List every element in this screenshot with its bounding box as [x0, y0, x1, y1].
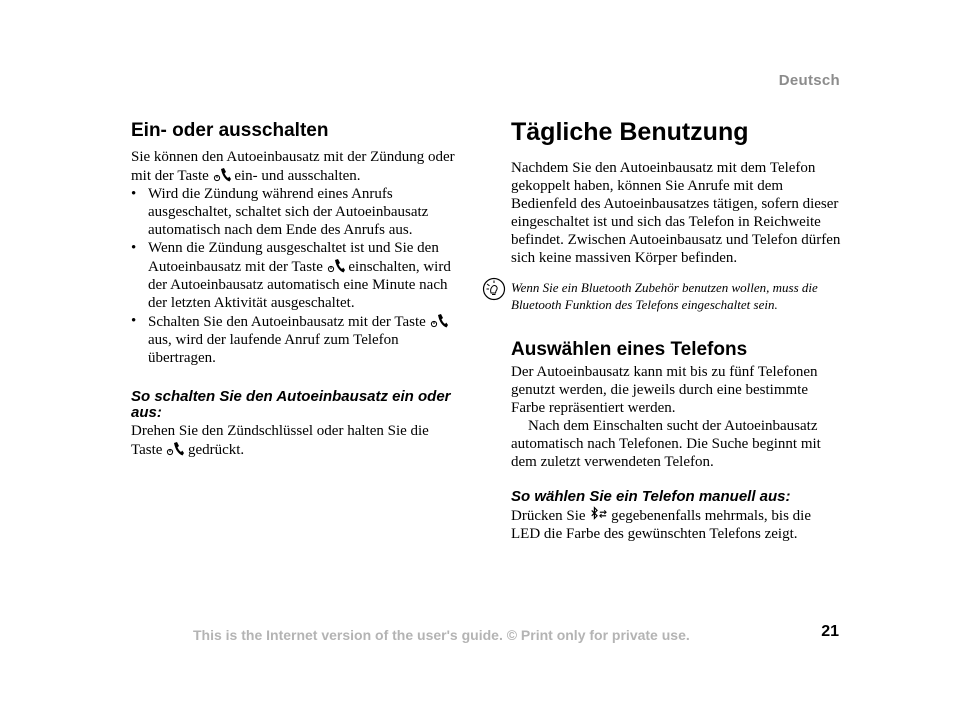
language-label: Deutsch	[778, 72, 840, 89]
section-paragraph-1: Der Autoeinbausatz kann mit bis zu fünf Telefonen genutzt werden, die jeweils durch eine bestimmte Farbe repräsentiert werden.	[511, 364, 818, 416]
section-paragraph-2: Nach dem Einschalten sucht der Autoeinbausatz automatisch nach Telefonen. Die Suche beginnt mit dem zuletzt verwendeten Telefon.	[511, 418, 821, 470]
list-item	[131, 239, 461, 312]
section-title-select-phone: Auswählen eines Telefons	[511, 339, 748, 360]
bullet-list	[131, 185, 461, 367]
list-item	[131, 185, 461, 239]
right-column	[511, 117, 841, 543]
list-item	[131, 312, 461, 367]
bullet-marker: •	[131, 313, 137, 329]
section-title-on-off: Ein- oder ausschalten	[131, 120, 329, 141]
left-column	[131, 120, 461, 459]
bullet-text-a: Wenn die Zündung ausgeschaltet ist und Sie den Autoeinbausatz mit der Taste	[148, 240, 439, 275]
chapter-paragraph: Nachdem Sie den Autoeinbausatz mit dem Telefon gekoppelt haben, können Sie Anrufe mit dem Bedienfeld des Autoeinbausatzes tätigen, sofern dieser eingeschaltet ist und sich das Telefon in Reichweite befindet. Zwischen Autoeinbausatz und Telefon dürfen sich keine massiven Körper befinden.	[511, 160, 841, 266]
page-number: 21	[821, 623, 839, 640]
bullet-marker: •	[131, 240, 137, 256]
procedure-text	[511, 506, 841, 543]
intro-paragraph	[131, 148, 461, 185]
power-call-key-icon	[213, 166, 231, 182]
bullet-text-a: Schalten Sie den Autoeinbausatz mit der Taste	[148, 314, 426, 330]
procedure-text	[131, 422, 461, 459]
bullet-text-b: einschalten, wird der Autoeinbausatz automatisch eine Minute nach der letzten Aktivität ausgeschaltet.	[148, 259, 451, 311]
tip-note	[511, 279, 841, 313]
procedure-heading: So schalten Sie den Autoeinbausatz ein oder aus:	[131, 388, 451, 421]
footer-notice: This is the Internet version of the user's guide. © Print only for private use.	[193, 627, 690, 643]
power-call-key-icon	[430, 312, 448, 328]
tip-note-text: Wenn Sie ein Bluetooth Zubehör benutzen wollen, muss die Bluetooth Funktion des Telefons eingeschaltet sein.	[511, 280, 818, 312]
power-call-key-icon	[327, 257, 345, 273]
procedure-text-b: gegebenenfalls mehrmals, bis die LED die Farbe des gewünschten Telefons zeigt.	[511, 508, 811, 542]
bullet-marker: •	[131, 186, 137, 202]
procedure-heading: So wählen Sie ein Telefon manuell aus:	[511, 488, 791, 505]
tip-note-icon	[482, 277, 506, 301]
bluetooth-select-key-icon	[589, 506, 607, 522]
procedure-text-a: Drehen Sie den Zündschlüssel oder halten Sie die Taste	[131, 423, 429, 458]
intro-text-a: Sie können den Autoeinbausatz mit der Zündung oder mit der Taste	[131, 149, 455, 184]
bullet-text-b: aus, wird der laufende Anruf zum Telefon übertragen.	[148, 332, 399, 366]
procedure-text-b: gedrückt.	[187, 442, 245, 458]
chapter-title: Tägliche Benutzung	[511, 118, 749, 146]
power-call-key-icon	[166, 440, 184, 456]
bullet-text: Wird die Zündung während eines Anrufs ausgeschaltet, schaltet sich der Autoeinbausatz automatisch nach dem Ende des Anrufs aus.	[148, 186, 429, 238]
procedure-text-a: Drücken Sie	[511, 508, 586, 524]
intro-text-b: ein- und ausschalten.	[234, 168, 361, 184]
